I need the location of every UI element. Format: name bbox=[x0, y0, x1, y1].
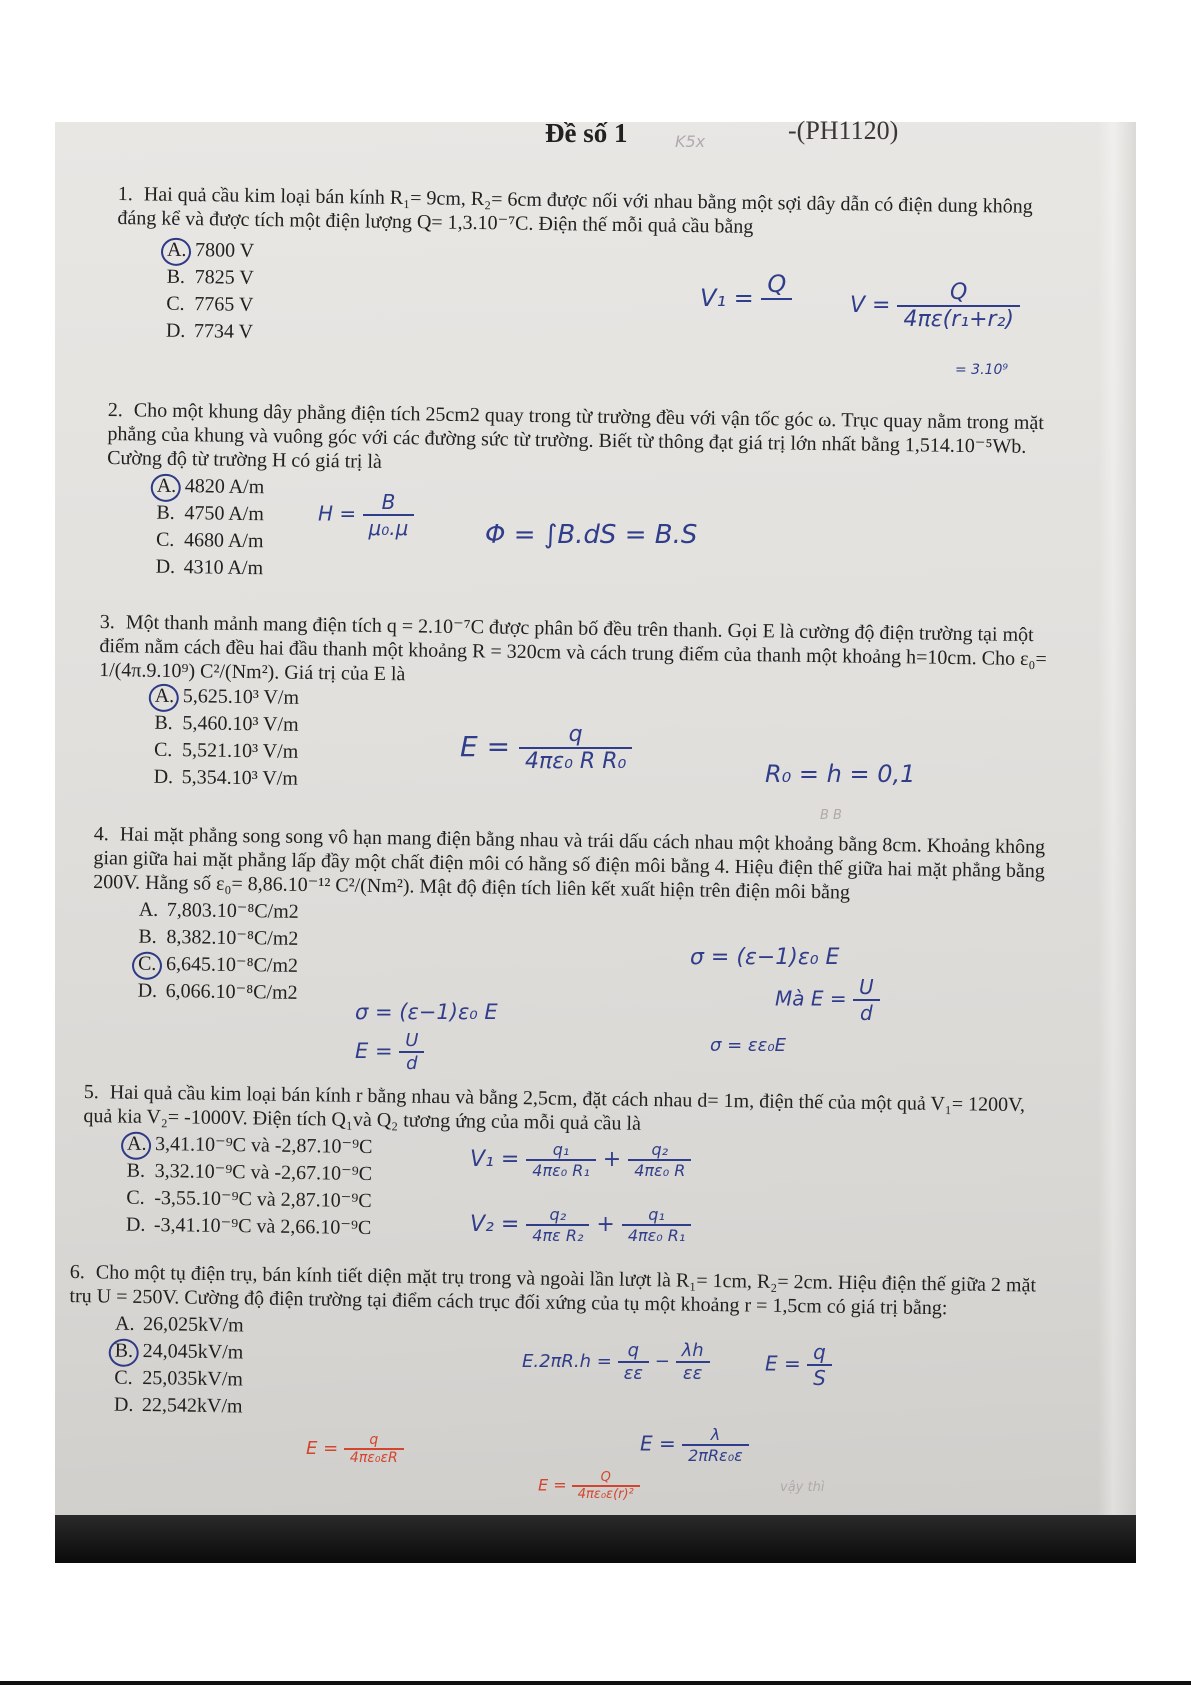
question-body: Hai mặt phẳng song song vô hạn mang điện bằng nhau và trái dấu cách nhau một khoảng bằng 8cm. Khoảng không gian giữa hai mặt phẳng lấp đầy một chất điện môi có hằng số điện môi bằng 4. Hiệu điện thế giữa hai mặt phẳng bằng 200V. Hằng số ε₀= 8,86.10⁻¹² C²/(Nm²). Mật độ điện tích liên kết xuất hiện trên điện môi bằng bbox=[93, 823, 1046, 904]
option-letter: A. bbox=[114, 1312, 135, 1335]
option-text: 4680 A/m bbox=[183, 529, 264, 553]
option-text: 7765 V bbox=[194, 293, 254, 316]
option-letter: C. bbox=[138, 951, 166, 978]
option-letter: D. bbox=[165, 319, 186, 342]
option-text: 4310 A/m bbox=[183, 556, 264, 580]
handwritten-note: V₁ = Q bbox=[700, 270, 792, 328]
option-letter: A. bbox=[155, 683, 183, 710]
option-text: -3,41.10⁻⁹C và 2,66.10⁻⁹C bbox=[153, 1213, 372, 1240]
option-text: 7734 V bbox=[193, 320, 254, 343]
answer-list bbox=[137, 897, 1050, 1018]
option-text: 24,045kV/m bbox=[142, 1340, 244, 1364]
option-letter: B. bbox=[166, 265, 186, 288]
option-letter: B. bbox=[115, 1338, 143, 1365]
handwritten-note: E = $\frac{q}{S}$ bbox=[765, 1340, 832, 1390]
option-letter: A. bbox=[157, 473, 185, 500]
question-4 bbox=[91, 822, 1051, 1017]
option-text: 7800 V bbox=[194, 239, 255, 262]
handwritten-note: = 3.10⁹ bbox=[955, 362, 1008, 378]
option-letter: A. bbox=[167, 237, 195, 264]
question-body: Hai quả cầu kim loại bán kính R₁= 9cm, R₂= 6cm được nối với nhau bằng một sợi dây dẫn có điện dung không đáng kể và được tích một điện lượng Q= 1,3.10⁻⁷C. Điện thế mỗi quả cầu bằng bbox=[117, 183, 1033, 238]
option-letter: B. bbox=[138, 925, 157, 948]
handwritten-note: Φ = ∫B.dS = B.S bbox=[485, 520, 698, 550]
question-number: 6. bbox=[69, 1260, 85, 1284]
question-text bbox=[107, 398, 1053, 483]
option-letter: A. bbox=[138, 898, 159, 921]
option-text: 5,460.10³ V/m bbox=[182, 712, 299, 736]
option-text: 6,645.10⁻⁸C/m2 bbox=[165, 953, 299, 977]
option-letter: D. bbox=[153, 765, 174, 789]
option-text: 4820 A/m bbox=[184, 475, 265, 499]
option-text: 25,035kV/m bbox=[142, 1367, 244, 1391]
option-text: -3,55.10⁻⁹C và 2,87.10⁻⁹C bbox=[154, 1186, 372, 1213]
handwritten-note: E = $\frac{Q}{\text{4πε₀ε(r)²}}$ bbox=[538, 1470, 640, 1502]
question-number: 2. bbox=[107, 398, 123, 422]
handwritten-note: V = $\frac{Q}{\text{4πε(r₁+r₂)}}$ bbox=[850, 280, 1020, 332]
handwritten-note: σ = (ε−1)ε₀ E bbox=[355, 1000, 498, 1024]
handwritten-note: E.2πR.h = $\frac{q}{\varepsilon\varepsilon}$ − $\frac{\lambda h}{\varepsilon\varepsilon}$ bbox=[522, 1340, 710, 1384]
option-text: 3,32.10⁻⁹C và -2,67.10⁻⁹C bbox=[154, 1159, 373, 1186]
title-handwritten-note: K5x bbox=[675, 132, 706, 151]
option-letter: C. bbox=[153, 738, 173, 762]
handwritten-note: E = $\frac{q}{\text{4πε₀εR}}$ bbox=[306, 1432, 404, 1466]
question-text bbox=[99, 610, 1050, 695]
option-letter: C. bbox=[155, 528, 175, 551]
handwritten-note: B B bbox=[820, 808, 842, 823]
option-letter: D. bbox=[155, 555, 176, 578]
handwritten-note: E = $\frac{\lambda}{\text{2πRε₀ε}}$ bbox=[640, 1425, 749, 1465]
handwritten-note: Mà E = $\frac{U}{d}$ bbox=[775, 975, 880, 1025]
option-letter: D. bbox=[125, 1213, 146, 1236]
option-letter: C. bbox=[166, 292, 185, 315]
handwritten-note: vậy thì bbox=[780, 1480, 825, 1495]
handwritten-note: V₁ = $\frac{\text{q₁}}{\text{4πε₀ R₁}}$ + $\frac{\text{q₂}}{\text{4πε₀ R}}$ bbox=[470, 1140, 691, 1180]
question-2 bbox=[105, 398, 1052, 593]
option-text: 3,41.10⁻⁹C và -2,87.10⁻⁹C bbox=[154, 1133, 373, 1159]
question-body: Cho một tụ điện trụ, bán kính tiết diện mặt trụ trong và ngoài lần lượt là R₁= 1cm, R₂= 2cm. Hiệu điện thế giữa 2 mặt trụ U = 250V. Cường độ điện trường tại điểm cách trục đối xứng của tụ một khoảng r = 1,5cm có giá trị bằng: bbox=[69, 1261, 1037, 1320]
question-number: 1. bbox=[117, 182, 133, 206]
option-letter: D. bbox=[113, 1393, 134, 1416]
course-code-fragment: -(PH1120) bbox=[788, 116, 899, 145]
handwritten-note: V₂ = $\frac{\text{q₂}}{\text{4πε R₂}}$ + $\frac{\text{q₁}}{\text{4πε₀ R₁}}$ bbox=[470, 1205, 691, 1245]
option-letter: B. bbox=[126, 1159, 146, 1182]
option-letter: A. bbox=[127, 1131, 155, 1158]
question-number: 4. bbox=[93, 822, 109, 846]
option-text: 7,803.10⁻⁸C/m2 bbox=[166, 899, 299, 923]
photo-dark-edge bbox=[55, 1515, 1136, 1563]
option-text: 22,542kV/m bbox=[141, 1394, 243, 1418]
option-text: 5,521.10³ V/m bbox=[181, 739, 299, 763]
option-text: 26,025kV/m bbox=[142, 1313, 244, 1337]
sheet-edge bbox=[1098, 122, 1136, 1563]
handwritten-note: σ = εε₀E bbox=[710, 1035, 786, 1056]
handwritten-note: R₀ = h = 0,1 bbox=[765, 760, 916, 788]
option-text: 8,382.10⁻⁸C/m2 bbox=[166, 926, 299, 950]
question-number: 3. bbox=[99, 610, 115, 634]
option-letter: D. bbox=[137, 979, 158, 1002]
handwritten-note: E = $\frac{U}{d}$ bbox=[355, 1030, 424, 1074]
question-body: Hai quả cầu kim loại bán kính r bằng nhau và bằng 2,5cm, đặt cách nhau d= 1m, điện thế của một quả V₁= 1200V, quả kia V₂= -1000V. Điện tích Q₁và Q₂ tương ứng của mỗi quả cầu là bbox=[83, 1081, 1026, 1135]
option-text: 7825 V bbox=[194, 266, 254, 289]
option-letter: C. bbox=[114, 1366, 133, 1389]
option-text: 5,625.10³ V/m bbox=[182, 685, 300, 709]
page-bottom-border bbox=[0, 1681, 1191, 1685]
exam-title: Đề số 1 bbox=[545, 118, 628, 148]
question-body: Một thanh mảnh mang điện tích q = 2.10⁻⁷C được phân bố đều trên thanh. Gọi E là cường độ điện trường tại một điểm nằm cách đều hai đầu thanh một khoảng R = 320cm và cách trung điểm của thanh một khoảng h=10cm. Cho ε₀= 1/(4π.9.10⁹) C²/(Nm²). Giá trị của E là bbox=[99, 611, 1047, 686]
option-text: 4750 A/m bbox=[184, 502, 264, 526]
handwritten-note: σ = (ε−1)ε₀ E bbox=[690, 945, 840, 970]
option-letter: C. bbox=[126, 1186, 145, 1209]
handwritten-note: H = $\frac{B}{\text{μ₀.μ}}$ bbox=[318, 490, 414, 540]
handwritten-note: E = $\frac{q}{\text{4πε₀ R R₀}}$ bbox=[460, 722, 632, 774]
option-text: 5,354.10³ V/m bbox=[181, 766, 299, 790]
option-letter: B. bbox=[156, 501, 175, 524]
option-letter: B. bbox=[154, 711, 173, 735]
question-number: 5. bbox=[83, 1080, 99, 1104]
option-text: 6,066.10⁻⁸C/m2 bbox=[165, 980, 298, 1004]
question-text bbox=[93, 822, 1052, 907]
question-body: Cho một khung dây phẳng điện tích 25cm2 quay trong từ trường đều với vận tốc góc ω. Trục quay nằm trong mặt phẳng của khung và vuông góc với các đường sức từ trường. Biết từ thông đạt giá trị lớn nhất bằng 1,514.10⁻⁵Wb. Cường độ từ trường H có giá trị là bbox=[107, 399, 1045, 473]
